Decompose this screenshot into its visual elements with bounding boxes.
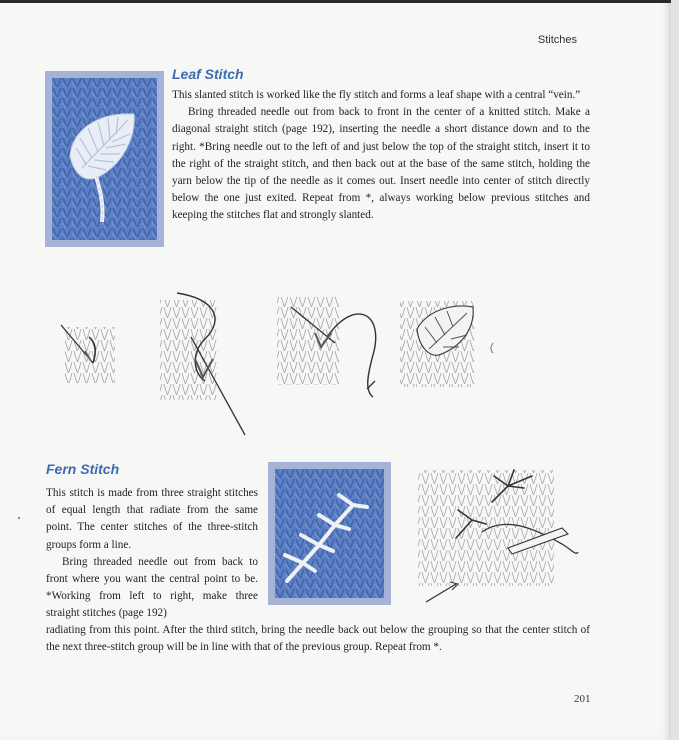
leaf-step-2-diagram bbox=[160, 293, 245, 435]
leaf-stitch-illustrations bbox=[55, 285, 505, 440]
fern-stitch-photo bbox=[268, 462, 391, 605]
page-number: 201 bbox=[574, 693, 591, 705]
leaf-step-3-diagram bbox=[277, 297, 376, 397]
leaf-stitch-title: Leaf Stitch bbox=[172, 66, 244, 82]
leaf-stitch-paragraph-2: Bring threaded needle out from back to front in the center of a knitted stitch. Make a diagonal straight stitch (page 192), inserting the needle a short distance down and to the right. *Bring needle out to the left of and just below the top of the straight stitch, insert it to the right of the straight stitch, and then back out at the base of the same stitch, holding the yarn below the tip of the needle as it comes out. Insert needle into center of stitch directly below the one just exited. Repeat from *, always working below previous stitches and keeping the stitches flat and strongly slanted. bbox=[172, 106, 590, 222]
fern-stitch-paragraph-1: This stitch is made from three straight stitches of equal length that radiate from the same point. The center stitches of the three-stitch groups form a line. bbox=[46, 487, 258, 551]
fern-stitch-illustration bbox=[412, 462, 584, 612]
leaf-step-4-diagram bbox=[400, 301, 493, 387]
leaf-stitch-body bbox=[172, 87, 590, 225]
fern-stitch-title: Fern Stitch bbox=[46, 461, 120, 477]
leaf-stitch-photo bbox=[45, 71, 164, 247]
running-head: Stitches bbox=[537, 34, 577, 46]
fern-stitch-paragraph-2: Bring threaded needle out from back to front where you want the central point to be. *Working from left to right, make three straight stitches (page 192) bbox=[46, 555, 258, 620]
leaf-stitch-paragraph-1: This slanted stitch is worked like the fly stitch and forms a leaf shape with a central “vein.” bbox=[172, 89, 581, 101]
leaf-step-1-diagram bbox=[61, 325, 115, 383]
page-edge bbox=[671, 0, 679, 740]
top-border bbox=[0, 0, 671, 3]
fern-stitch-continued-text: radiating from this point. After the third stitch, bring the needle back out below the grouping so that the center stitch of the next three-stitch group will be in line with that of the previous group. Repeat from *. bbox=[46, 624, 590, 654]
page-speck bbox=[18, 517, 20, 519]
fern-stitch-column-text bbox=[46, 485, 258, 623]
